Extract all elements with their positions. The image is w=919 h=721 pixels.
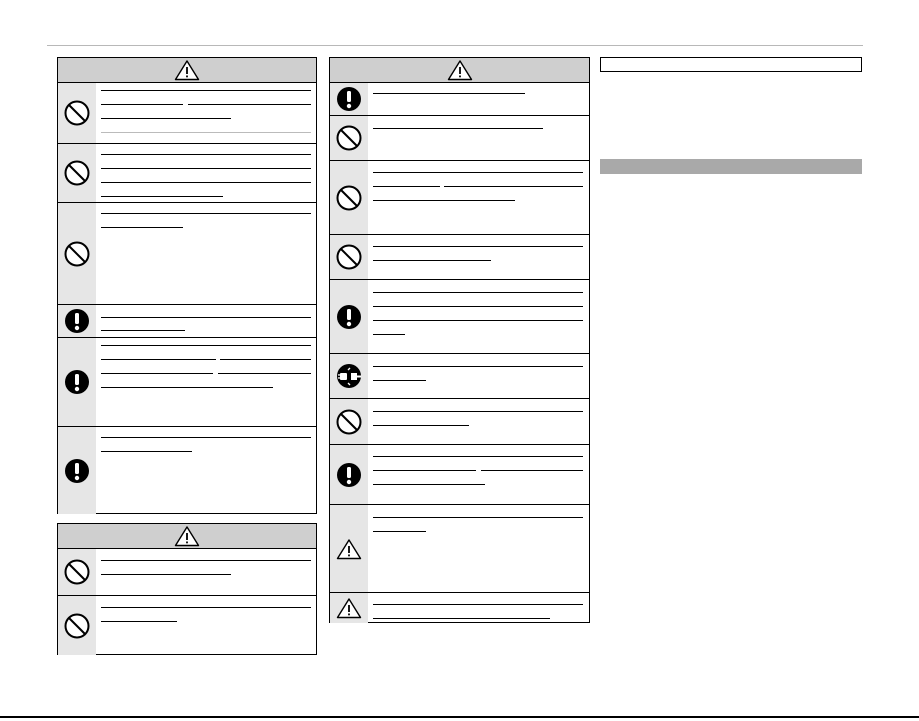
icon-cell — [330, 116, 368, 160]
mandatory-action-icon — [335, 303, 363, 331]
table-row — [330, 353, 589, 398]
table-row — [58, 426, 316, 514]
top-rule — [47, 45, 863, 46]
icon-cell — [58, 338, 96, 426]
warning-triangle-icon — [336, 538, 362, 560]
row-text — [96, 549, 316, 595]
row-text — [96, 203, 316, 304]
row-text — [368, 593, 589, 623]
table-row — [58, 83, 316, 143]
row-text — [368, 83, 589, 115]
caution-table-header — [330, 58, 589, 83]
row-text — [368, 161, 589, 234]
caution-table-left — [57, 523, 317, 655]
warning-triangle-icon — [336, 597, 362, 619]
icon-cell — [58, 549, 96, 595]
prohibition-icon — [335, 124, 363, 152]
table-row — [58, 143, 316, 202]
row-text — [368, 354, 589, 398]
prohibition-icon — [63, 558, 91, 586]
icon-cell — [330, 445, 368, 504]
note-box — [600, 57, 862, 72]
table-row — [330, 234, 589, 279]
table-row — [58, 595, 316, 655]
row-text — [368, 116, 589, 160]
mandatory-action-icon — [335, 461, 363, 489]
prohibition-icon — [63, 99, 91, 127]
table-row — [330, 279, 589, 353]
section-bar — [600, 159, 862, 174]
icon-cell — [330, 354, 368, 398]
table-row — [330, 160, 589, 234]
row-text — [96, 596, 316, 655]
warning-triangle-icon — [174, 525, 200, 547]
row-text — [96, 338, 316, 426]
icon-cell — [330, 505, 368, 592]
mandatory-action-icon — [335, 85, 363, 113]
table-row — [330, 504, 589, 592]
icon-cell — [330, 235, 368, 279]
icon-cell — [58, 83, 96, 143]
table-row — [330, 444, 589, 504]
icon-cell — [58, 305, 96, 337]
warning-triangle-icon — [447, 59, 473, 81]
warning-table-left — [57, 57, 317, 514]
table-row — [330, 115, 589, 160]
table-row — [330, 592, 589, 623]
table-row — [330, 398, 589, 444]
prohibition-icon — [63, 240, 91, 268]
row-text — [368, 399, 589, 444]
bottom-rule — [0, 716, 919, 718]
caution-table-middle — [329, 57, 590, 623]
mandatory-action-icon — [63, 368, 91, 396]
prohibition-icon — [63, 612, 91, 640]
icon-cell — [58, 427, 96, 514]
prohibition-icon — [335, 184, 363, 212]
prohibition-icon — [63, 159, 91, 187]
icon-cell — [330, 161, 368, 234]
table-row — [58, 549, 316, 595]
prohibition-icon — [335, 243, 363, 271]
table-row — [58, 202, 316, 304]
mandatory-action-icon — [63, 307, 91, 335]
icon-cell — [58, 144, 96, 202]
table-row — [58, 337, 316, 426]
row-text — [96, 83, 316, 143]
icon-cell — [330, 83, 368, 115]
row-text — [96, 144, 316, 202]
warning-triangle-icon — [174, 59, 200, 81]
mandatory-action-icon — [63, 457, 91, 485]
icon-cell — [330, 280, 368, 353]
row-text — [96, 305, 316, 337]
row-text — [368, 235, 589, 279]
icon-cell — [330, 399, 368, 444]
table-row — [58, 304, 316, 337]
row-text — [368, 445, 589, 504]
caution-table-header — [58, 524, 316, 549]
icon-cell — [330, 593, 368, 623]
table-row — [330, 83, 589, 115]
warning-table-header — [58, 58, 316, 83]
row-text — [368, 505, 589, 592]
row-text — [96, 427, 316, 514]
prohibition-icon — [335, 408, 363, 436]
icon-cell — [58, 203, 96, 304]
row-text — [368, 280, 589, 353]
unplug-icon — [335, 362, 363, 390]
icon-cell — [58, 596, 96, 655]
